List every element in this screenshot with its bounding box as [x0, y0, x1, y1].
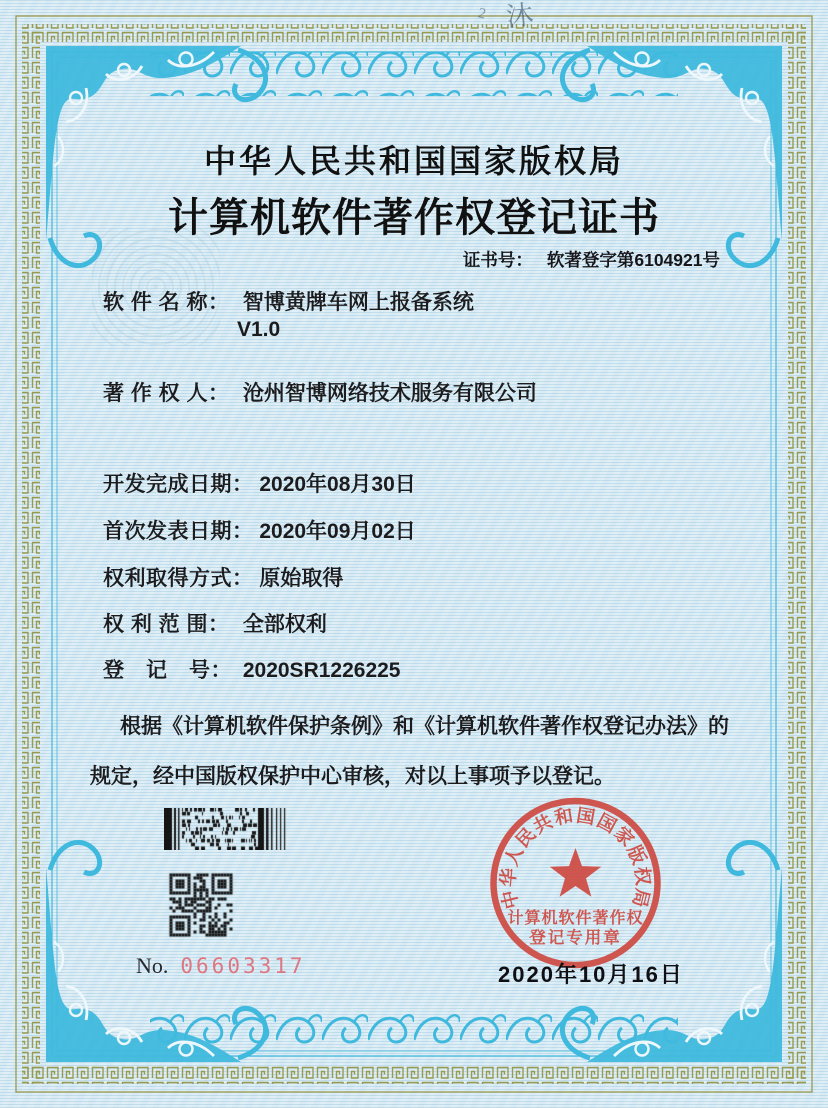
issue-date: 2020年10月16日 [498, 962, 684, 987]
field-row-first-publish-date [103, 515, 416, 545]
greek-key-border-right [788, 24, 806, 1084]
field-row-software-name [103, 286, 474, 316]
field-row-copyright-holder [103, 377, 537, 407]
stacked-2d-barcode [164, 808, 288, 850]
field-row-registration-number [103, 654, 401, 684]
issuing-authority-title: 中华人民共和国国家版权局 [203, 143, 624, 179]
wave-scroll-frieze-top [150, 52, 678, 96]
certificate-number-value: 软著登字第6104921号 [546, 250, 720, 270]
field-value: 全部权利 [242, 613, 327, 636]
statement-line-1: 根据《计算机软件保护条例》和《计算机软件著作权登记办法》的 [120, 715, 729, 738]
software-version: V1.0 [237, 318, 281, 341]
greek-key-border-left [22, 24, 40, 1084]
field-value: 原始取得 [259, 567, 344, 590]
field-label: 权 利 范 围： [103, 613, 230, 636]
certificate-title: 计算机软件著作权登记证书 [168, 196, 660, 240]
field-label: 登 记 号： [103, 659, 232, 682]
serial-number-label: No. [136, 953, 169, 978]
official-red-seal [483, 795, 668, 980]
seal-arc-text: 中华人民共和国国家版权局 [496, 804, 655, 911]
statement-line-2: 规定，经中国版权保护中心审核，对以上事项予以登记。 [90, 765, 615, 788]
field-value: 2020年08月30日 [259, 473, 416, 496]
field-label: 开发完成日期： [103, 473, 254, 496]
certificate-number-label: 证书号： [462, 250, 533, 270]
field-row-dev-complete-date [103, 468, 416, 498]
handwritten-mark: 沐 [504, 0, 535, 33]
field-value: 智博黄牌车网上报备系统 [242, 291, 474, 314]
handwritten-tick: 2 [476, 5, 488, 23]
greek-key-border-top [22, 24, 806, 42]
seal-text-line-1: 计算机软件著作权 [507, 910, 644, 927]
field-label: 软 件 名 称： [103, 291, 230, 314]
serial-number-value: 06603317 [180, 954, 306, 978]
field-row-acquisition-method [103, 562, 343, 592]
certificate-number-line [463, 247, 720, 272]
wave-scroll-frieze-bottom [150, 1012, 678, 1056]
seal-text-line-2: 登记专用章 [529, 929, 622, 947]
field-value: 2020年09月02日 [259, 520, 416, 543]
seal-star-icon [550, 848, 601, 897]
field-value: 2020SR1226225 [242, 659, 401, 682]
greek-key-border-bottom [22, 1066, 806, 1084]
field-value: 沧州智博网络技术服务有限公司 [242, 382, 537, 405]
field-label: 首次发表日期： [103, 520, 254, 543]
field-label: 权利取得方式： [103, 567, 254, 590]
field-row-rights-scope [103, 608, 327, 638]
serial-number-line [136, 953, 306, 979]
registration-statement [90, 702, 742, 802]
qr-code [168, 872, 234, 938]
field-label: 著 作 权 人： [103, 382, 230, 405]
